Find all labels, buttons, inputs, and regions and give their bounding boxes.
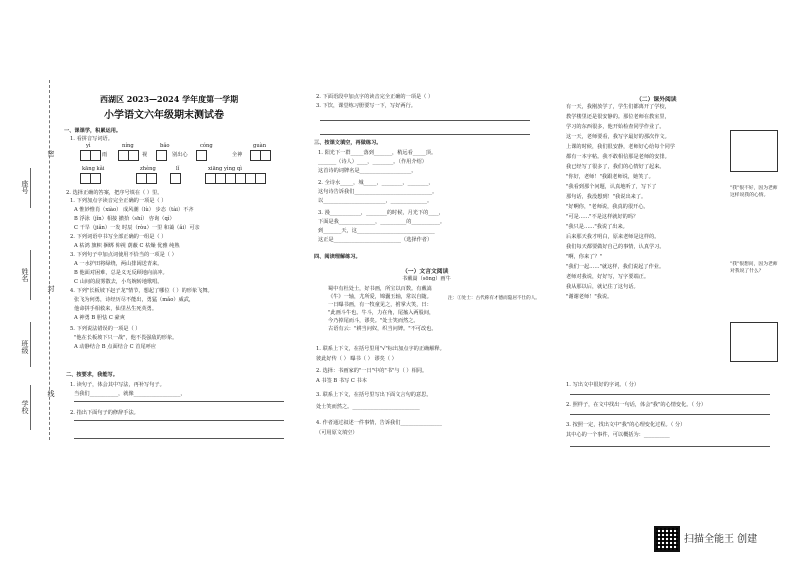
- q-line: 2. 下列词语中书写全部正确的一组是（ ）: [70, 234, 167, 240]
- r2-line: 教学楼里还是很安静的。那位老师在教室里，: [566, 114, 670, 120]
- reading1-notes: 注：①处士：古代称有才德而隐居不仕的人。: [448, 296, 540, 301]
- r2-line: 都有一本字帖。我不敢相信那是老师的安排。: [566, 154, 670, 160]
- q-line: 3. 下列句子中加点词使用不恰当的一项是（ ）: [70, 252, 177, 258]
- r2-line: 这一天，老师要看，我写字最好的那次作文。: [566, 134, 670, 140]
- answer-box-5[interactable]: [250, 150, 270, 161]
- q-line: 2. 指出下面句子的修辞手法。: [70, 410, 139, 416]
- r2-q: 2. 照样子，在文中找出一句话，体会"我"的心情变化。（ 分）: [566, 402, 707, 408]
- qr-code-icon: [654, 526, 680, 552]
- answer-box-9[interactable]: [205, 173, 265, 184]
- r2-line: "谢谢老师！"我说。: [566, 294, 613, 300]
- q-line: "他在长板坡下只一战"，他不畏强敌的形象。: [74, 335, 178, 341]
- answer-line[interactable]: [570, 414, 770, 415]
- s2-line: 四、阅读理解练习。: [314, 254, 361, 260]
- answer-line[interactable]: [570, 394, 770, 395]
- s2-line: 这首诗的词牌名是____________________。: [318, 168, 417, 174]
- q-line: 4. 下列"长板坡下赵子龙"情节，想起了哪位（ ）的形象飞舞。: [70, 288, 213, 294]
- r2-line: "我只是……"我说了出来。: [566, 224, 628, 230]
- r1-line: 蜀中有杜处士，好书画，所宝以百数。有戴嵩: [328, 286, 432, 292]
- annotation-box-1[interactable]: [730, 130, 778, 172]
- s2-line: 以________________________，______________。: [318, 198, 433, 204]
- q-line: A 枯鸿 旗帜 捆绑 仰视 荫蔽 C 枯燥 优雅 纯熟: [74, 243, 180, 249]
- reading2-title: （二）课外阅读: [636, 97, 677, 103]
- answer-line[interactable]: [74, 420, 284, 421]
- answer-line[interactable]: [74, 401, 284, 402]
- r2-line: 后来那天我才明白，原来老师是这样的。: [566, 234, 660, 240]
- answer-box-2[interactable]: [118, 150, 138, 161]
- q-line: 当我们___________，就像__________________，: [74, 391, 186, 397]
- section1-heading: 一、课课学，积累运用。: [64, 128, 122, 134]
- s2-line: 这句诗告诉我们______________________________。: [318, 189, 438, 195]
- r2-q: 1. 写出文中很好的字词。（ 分）: [566, 382, 640, 388]
- r1-line: 《牛》一轴，尤所爱，锦囊玉轴，常以自随。: [328, 294, 432, 300]
- word-2: 视: [142, 152, 148, 158]
- pinyin-1: yì: [86, 143, 91, 149]
- exam-title-line1: 西湖区 2023—2024 学年度第一学期: [100, 94, 239, 104]
- s2-line: 2. 全诗水_____，城_____，________，________，: [318, 180, 434, 186]
- r2-q: 其中心的一个事件，可以概括为：__________: [566, 432, 670, 438]
- answer-line[interactable]: [320, 120, 530, 121]
- binding-line: [49, 80, 50, 440]
- r1-q: 彼此好传（ ） 曝书（ ） 谬矣（ ）: [316, 356, 397, 362]
- name-line: [30, 250, 32, 300]
- r2-line: 那句话，我没想到！"我说出来了。: [566, 194, 647, 200]
- r2-line: 我已经写了很多了，我们的心情好了起来。: [566, 164, 665, 170]
- r2-line: "我看到那个问题，认真地听了，写下了: [566, 184, 657, 190]
- feng-label: 封: [47, 285, 55, 292]
- class-label: 班级: [21, 340, 29, 354]
- r2-line: "我们一起……"就这样，我们说起了作业。: [566, 264, 665, 270]
- seat-label: 座号: [21, 180, 29, 194]
- school-label: 学校: [21, 400, 29, 414]
- q-line: 他命拼手相救来，仙里丛生死英勇。: [74, 306, 158, 312]
- r2-line: "啊，你来了？": [566, 254, 602, 260]
- q-line: 5. 下列说法错误的一项是（ ）: [70, 326, 141, 332]
- answer-box-7[interactable]: [136, 173, 156, 184]
- s2-line: 1. 阳光下一群_____落到_______，稍远看_____顶。: [318, 150, 437, 156]
- reading1-title: （一）文言文阅读: [402, 269, 449, 275]
- pinyin-5: guàn: [253, 143, 267, 149]
- q-line: 二、按要求，我能写。: [66, 372, 118, 378]
- answer-box-1[interactable]: [80, 150, 100, 161]
- answer-box-3[interactable]: [156, 150, 166, 161]
- xian-label: 线: [47, 390, 55, 397]
- annotation-box-2[interactable]: [730, 322, 778, 362]
- q-line: 1. 下列加点字读音完全正确的一项是（ ）: [70, 198, 167, 204]
- scanner-watermark: 扫描全能王 创建: [684, 534, 758, 545]
- answer-box-4[interactable]: [196, 150, 206, 161]
- word-1: 雨: [102, 152, 108, 158]
- q-line: C 干旱（jiǎn）一发 时辰（ròu）一里 和蔼（ǎi）可亲: [74, 225, 200, 231]
- r1-line: 一日曝书画，有一牧童见之，拊掌大笑，曰：: [328, 302, 432, 308]
- r2-q: 3. 按照一定，找出文中"我"的心理变化过程。（ 分）: [566, 422, 686, 428]
- pinyin-7: zhèng: [140, 166, 156, 172]
- pinyin-9: xiāng yìng qì: [208, 166, 242, 172]
- s2-line: _______（诗人）____，________。（作用介绍）: [318, 159, 427, 165]
- q-line: 张飞为何勇，诗经历尽不能出，勇猛（mǎo）威武，: [74, 297, 195, 303]
- r2-line: 老师对我说，好好写，写字要端正。: [566, 274, 650, 280]
- r1-q: 处士笑而然之。__________________________: [316, 404, 420, 410]
- pinyin-2: níng: [122, 143, 134, 149]
- pinyin-4: cóng: [200, 143, 213, 149]
- r1-line: "此画斗牛也。牛斗，力在角，尾搐入两股间，: [328, 310, 435, 316]
- r2-line: 我们每天都要做好自己的事情，认真学习。: [566, 244, 665, 250]
- seat-line: [30, 168, 32, 208]
- r2-line: 有一天，我刚放学了，学生们都离开了学校，: [566, 104, 670, 110]
- answer-line[interactable]: [74, 438, 284, 439]
- name-label: 姓名: [21, 268, 29, 282]
- s2-line: 2. 下面语段中加点字的读音完全正确的一项是（ ）: [316, 94, 434, 100]
- class-line: [30, 322, 32, 367]
- reading1-subtitle: 书戴嵩（sōng）画牛: [402, 276, 451, 282]
- q-line: A 惟妙惟肖（xiào） 成风潮（lù） 步态（tài）不齐: [74, 207, 194, 213]
- exam-title-line2: 小学语文六年级期末测试卷: [104, 110, 224, 121]
- r2-line: "好啊你，"老师说，我真的很开心。: [566, 204, 649, 210]
- s2-line: 下面是我______________，__________的___________。: [318, 219, 446, 225]
- side-note-1: "我"很不好，因为老师这样说我的心情。: [730, 186, 778, 198]
- s2-line: 到_______天，这______________________________: [318, 228, 435, 234]
- word-3: 别出心: [172, 152, 188, 158]
- r1-q: 3. 联系上下文，在括号里写出下面文言句的意思。: [316, 392, 432, 398]
- r1-q: 2. 选择：书画家的"一日"中的"书"与（ ）相同。: [316, 368, 428, 374]
- answer-line[interactable]: [320, 134, 530, 135]
- r1-q: 1. 联系上下文，在括号里用"√"标出加点字的正确解释。: [316, 346, 445, 352]
- word-4: 全神: [232, 152, 243, 158]
- answer-box-8[interactable]: [170, 173, 180, 184]
- pinyin-6: kāng kǎi: [82, 166, 105, 172]
- mi-label: 密: [47, 150, 55, 157]
- r1-line: 古语有云："耕当问奴，织当问婢。"不可改也。: [328, 326, 437, 332]
- r1-q: 4. 作者通过叙述一件事情，告诉我们________________: [316, 420, 442, 426]
- s2-line: 3. 漫____________，________的时候，月光下的____，: [318, 210, 444, 216]
- r1-line: 今乃掉尾而斗，谬矣。"处士笑而然之。: [328, 318, 419, 324]
- r2-line: 我从那以后，就记住了这句话。: [566, 284, 639, 290]
- r1-q: A 书签 B 书写 C 书本: [316, 378, 367, 384]
- r2-line: 上课的时候，我们很安静，老师好心给每个同学: [566, 144, 675, 150]
- pinyin-8: lǐ: [176, 166, 180, 172]
- q-line: A 一水护田将绿绕，两山排闼送青来。: [74, 261, 163, 267]
- s2-line: 这正是__________________________（选择作者）: [318, 237, 433, 243]
- side-note-2: "我"很想问，因为老师对我说了什么？: [730, 262, 778, 274]
- section1-sub2: 2. 选择正确的答案，把序号填在（ ）里。: [66, 190, 163, 196]
- pinyin-3: bǎo: [160, 143, 170, 149]
- r2-line: "你好，老师！"我跟老师说，她笑了。: [566, 174, 654, 180]
- q-line: C 山间的晨雾散去，小鸟婉转地歌唱。: [74, 279, 163, 285]
- r2-line: "可是……"不是这样就好的吗？: [566, 214, 639, 220]
- q-line: A 神勇 B 胆怯 C 豪爽: [74, 315, 125, 321]
- section1-sub1: 1. 看拼音写词语。: [70, 136, 113, 142]
- q-line: B 浮泳（jǐn）相接 撤拾（shí） 咨询（qì）: [74, 216, 175, 222]
- r2-line: 学习的东西很多，他开始检查同学作业了。: [566, 124, 665, 130]
- school-line: [30, 385, 32, 430]
- s2-line: 3. 下饮，课堂练习册要写一下，写好两行。: [316, 103, 416, 109]
- answer-line[interactable]: [570, 446, 770, 447]
- s2-line: 三、按课文填空，再做练习。: [314, 140, 382, 146]
- r1-q: （可用原文填空）: [316, 430, 358, 436]
- q-line: B 他面对困难，总是义无反顾地向前冲。: [74, 270, 168, 276]
- q-line: A 动静结合 B 点面结合 C 首尾呼应: [74, 344, 157, 350]
- answer-box-6[interactable]: [80, 173, 100, 184]
- q-line: 1. 读句子，体会其中写法，再补写句子。: [70, 382, 165, 388]
